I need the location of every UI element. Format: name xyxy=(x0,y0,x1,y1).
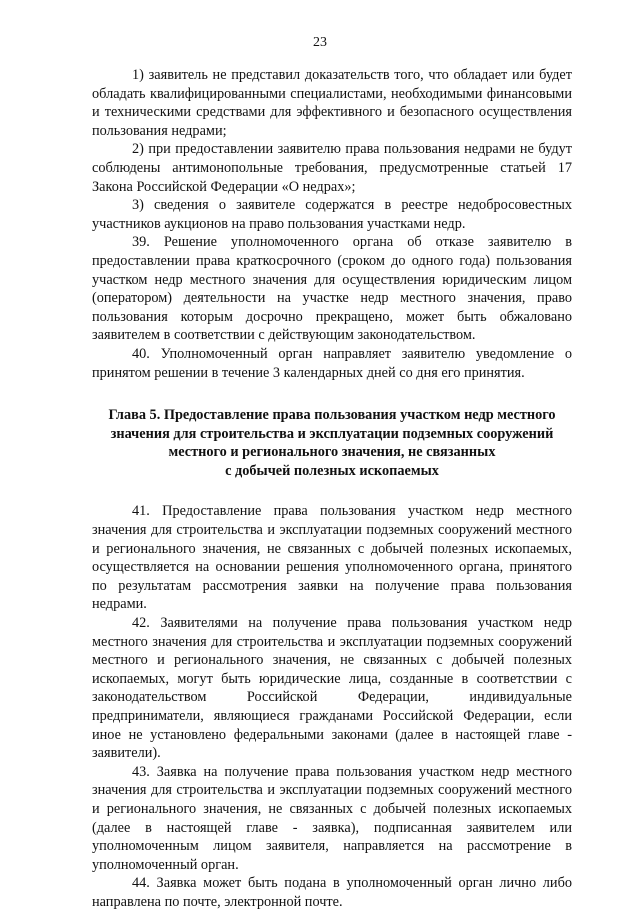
page-number: 23 xyxy=(313,35,327,50)
chapter-title-line: местного и регионального значения, не связанных xyxy=(168,444,496,461)
paragraph-42: 42. Заявителями на получение права пользования участком недр местного значения для строительства и эксплуатации подземных сооружений местного и регионального значения, не связанных с добычей полезных ископаемых, могут быть юридические лица, созданные в соответствии с законодательством Российской Федерации, индивидуальные предприниматели, являющиеся гражданами Российской Федерации, если иное не установлено федеральными законами (далее в настоящей главе - заявители). xyxy=(92,615,572,762)
chapter-title-line: значения для строительства и эксплуатации подземных сооружений xyxy=(110,425,554,442)
paragraph-item-1: 1) заявитель не представил доказательств того, что обладает или будет обладать квалифицированными специалистами, необходимыми финансовыми и техническими средствами для эффективного и безопасного осуществления пользования недрами; xyxy=(92,67,572,139)
chapter-title xyxy=(92,406,572,480)
paragraph-39: 39. Решение уполномоченного органа об отказе заявителю в предоставлении права краткосрочного (сроком до одного года) пользования участком недр местного значения для осуществления юридическим лицом (оператором) деятельности на участке недр местного значения, право пользования которым досрочно прекращено, может быть обжаловано заявителем в соответствии с действующим законодательством. xyxy=(92,234,572,344)
paragraph-40: 40. Уполномоченный орган направляет заявителю уведомление о принятом решении в течение 3 календарных дней со дня его принятия. xyxy=(92,345,572,381)
chapter-title-line: Глава 5. Предоставление права пользования участком недр местного xyxy=(108,407,556,424)
paragraph-41: 41. Предоставление права пользования участком недр местного значения для строительства и эксплуатации подземных сооружений местного и регионального значения, не связанных с добычей полезных ископаемых, осуществляется на основании решения уполномоченного органа, принятого по результатам рассмотрения заявки на получение права пользования недрами. xyxy=(92,503,572,613)
paragraph-44: 44. Заявка может быть подана в уполномоченный орган лично либо направлена по почте, электронной почте. xyxy=(92,875,572,910)
chapter-title-line: с добычей полезных ископаемых xyxy=(225,462,439,479)
paragraph-43: 43. Заявка на получение права пользования участком недр местного значения для строительства и эксплуатации подземных сооружений местного и регионального значения, не связанных с добычей полезных ископаемых (далее в настоящей главе - заявка), подписанная заявителем или уполномоченным лицом заявителя, направляется на рассмотрение в уполномоченный орган. xyxy=(92,763,572,873)
paragraph-item-2: 2) при предоставлении заявителю права пользования недрами не будут соблюдены антимонопольные требования, предусмотренные статьей 17 Закона Российской Федерации «О недрах»; xyxy=(92,141,572,195)
document-body xyxy=(92,66,572,912)
paragraph-item-3: 3) сведения о заявителе содержатся в реестре недобросовестных участников аукционов на право пользования участками недр. xyxy=(92,197,572,232)
